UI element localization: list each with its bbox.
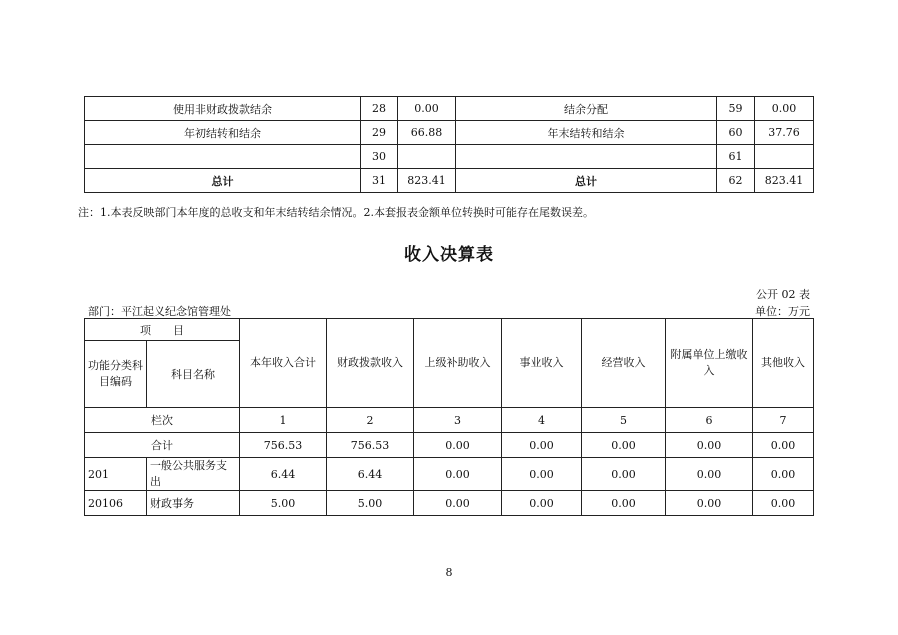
summary-table [84, 96, 814, 193]
total-value: 0.00 [502, 433, 582, 458]
department-label: 部门：平江起义纪念馆管理处 [88, 305, 231, 318]
total-value: 0.00 [666, 433, 753, 458]
column-number: 1 [240, 408, 327, 433]
left-line-no: 29 [361, 121, 398, 145]
right-value [755, 145, 814, 169]
row-value: 0.00 [582, 458, 666, 491]
right-label: 结余分配 [456, 97, 717, 121]
row-name: 一般公共服务支出 [147, 458, 240, 491]
total-value: 756.53 [327, 433, 414, 458]
row-code: 201 [85, 458, 147, 491]
left-line-no: 28 [361, 97, 398, 121]
total-value: 756.53 [240, 433, 327, 458]
row-value: 0.00 [502, 458, 582, 491]
page-number: 8 [445, 566, 453, 579]
left-value [398, 145, 456, 169]
total-label: 合计 [85, 433, 240, 458]
row-name: 财政事务 [147, 491, 240, 516]
header-col-5: 经营收入 [582, 319, 666, 408]
header-name: 科目名称 [147, 341, 240, 408]
left-label: 使用非财政拨款结余 [85, 97, 361, 121]
header-col-2: 财政拨款收入 [327, 319, 414, 408]
left-value: 0.00 [398, 97, 456, 121]
header-col-7: 其他收入 [753, 319, 814, 408]
right-value: 37.76 [755, 121, 814, 145]
column-row-label: 栏次 [85, 408, 240, 433]
header-col-4: 事业收入 [502, 319, 582, 408]
total-value: 0.00 [414, 433, 502, 458]
right-label: 年末结转和结余 [456, 121, 717, 145]
total-row [85, 433, 814, 458]
total-value: 0.00 [582, 433, 666, 458]
column-number-row [85, 408, 814, 433]
column-number: 5 [582, 408, 666, 433]
right-line-no: 61 [717, 145, 755, 169]
column-number: 7 [753, 408, 814, 433]
right-line-no: 60 [717, 121, 755, 145]
row-value: 6.44 [327, 458, 414, 491]
unit-label: 单位：万元 [755, 305, 810, 318]
left-label: 总计 [85, 169, 361, 193]
row-value: 0.00 [666, 458, 753, 491]
row-value: 0.00 [753, 458, 814, 491]
header-col-6: 附属单位上缴收入 [666, 319, 753, 408]
row-value: 0.00 [582, 491, 666, 516]
row-value: 0.00 [414, 491, 502, 516]
column-number: 2 [327, 408, 414, 433]
left-label [85, 145, 361, 169]
total-value: 0.00 [753, 433, 814, 458]
header-row [85, 319, 814, 341]
left-line-no: 30 [361, 145, 398, 169]
row-value: 0.00 [414, 458, 502, 491]
right-line-no: 62 [717, 169, 755, 193]
right-line-no: 59 [717, 97, 755, 121]
column-number: 3 [414, 408, 502, 433]
header-code: 功能分类科目编码 [85, 341, 147, 408]
column-number: 4 [502, 408, 582, 433]
row-value: 5.00 [327, 491, 414, 516]
page-title: 收入决算表 [404, 245, 494, 265]
table-note: 注：1.本表反映部门本年度的总收支和年末结转结余情况。2.本套报表金额单位转换时可能存在尾数误差。 [78, 206, 594, 219]
left-line-no: 31 [361, 169, 398, 193]
right-value: 823.41 [755, 169, 814, 193]
table-row [85, 491, 814, 516]
column-number: 6 [666, 408, 753, 433]
header-project: 项 目 [85, 319, 240, 341]
income-table [84, 318, 814, 516]
table-row [85, 97, 814, 121]
row-value: 0.00 [666, 491, 753, 516]
row-value: 5.00 [240, 491, 327, 516]
table-row [85, 169, 814, 193]
right-label [456, 145, 717, 169]
table-row [85, 458, 814, 491]
row-value: 6.44 [240, 458, 327, 491]
right-value: 0.00 [755, 97, 814, 121]
row-code: 20106 [85, 491, 147, 516]
right-label: 总计 [456, 169, 717, 193]
row-value: 0.00 [753, 491, 814, 516]
row-value: 0.00 [502, 491, 582, 516]
table-id: 公开 02 表 [756, 288, 810, 301]
table-row [85, 121, 814, 145]
header-col-1: 本年收入合计 [240, 319, 327, 408]
left-label: 年初结转和结余 [85, 121, 361, 145]
left-value: 66.88 [398, 121, 456, 145]
table-row [85, 145, 814, 169]
header-col-3: 上级补助收入 [414, 319, 502, 408]
left-value: 823.41 [398, 169, 456, 193]
